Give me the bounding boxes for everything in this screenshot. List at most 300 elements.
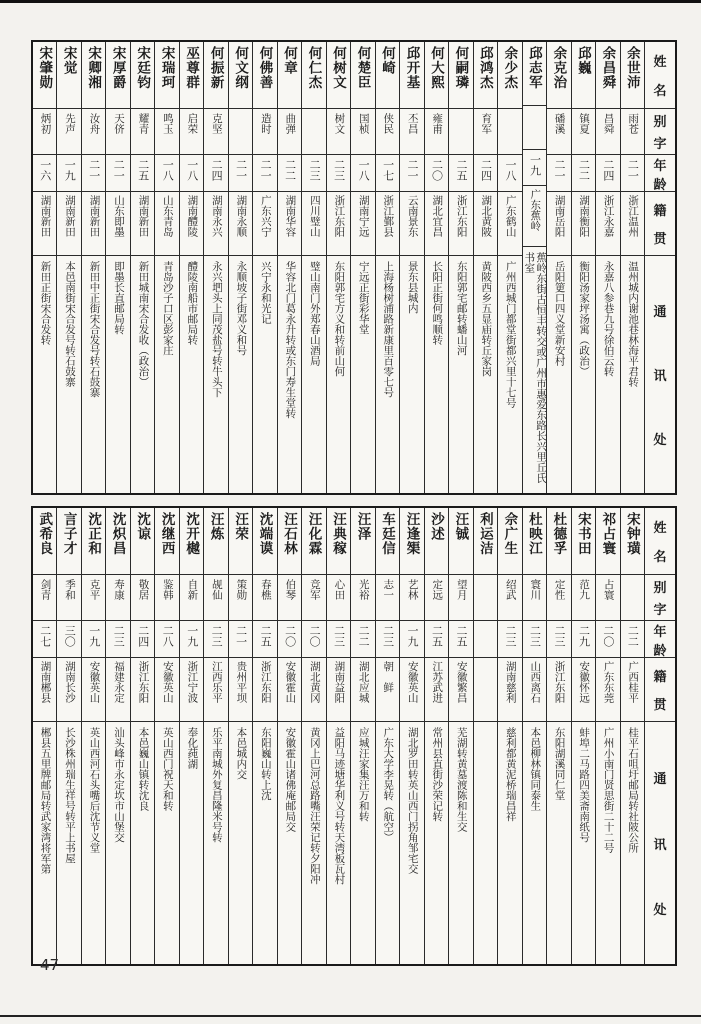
name-cell: 言子才 — [61, 512, 77, 556]
address-cell: 上海杨树浦路新康里百零七号 — [376, 255, 399, 493]
name-cell: 邱志军 — [526, 46, 542, 90]
name-cell: 武希良 — [37, 512, 53, 556]
name-cell: 宋钟璜 — [624, 512, 640, 556]
courtesy-name-cell: 雨苍 — [621, 108, 644, 154]
courtesy-name-cell: 磻溪 — [547, 108, 570, 154]
entry-column — [57, 42, 81, 493]
courtesy-name-cell: 寿康 — [106, 574, 129, 620]
name-cell: 宋肇勋 — [37, 46, 53, 90]
age-cell: 一九 — [523, 149, 546, 184]
age-cell: 一八 — [180, 154, 203, 191]
age-cell: 二二 — [621, 620, 644, 657]
name-cell: 杜德孚 — [551, 512, 567, 556]
courtesy-name-cell: 国桢 — [351, 108, 374, 154]
age-cell: 二五 — [449, 154, 472, 191]
address-cell — [474, 721, 497, 964]
entry-column — [204, 42, 228, 493]
native-place-cell: 云南景东 — [400, 191, 423, 255]
address-cell: 芜湖转黄墓渡陈和生交 — [449, 721, 472, 964]
native-place-cell: 安徽繁昌 — [449, 657, 472, 721]
name-cell: 余克治 — [551, 46, 567, 90]
native-place-cell: 江西乐平 — [204, 657, 227, 721]
address-cell: 广州小南门贤思街二十二号 — [596, 721, 619, 964]
age-cell: 二四 — [596, 154, 619, 191]
courtesy-name-cell: 耀青 — [131, 108, 154, 154]
name-cell: 沈正和 — [86, 512, 102, 556]
address-cell: 广东大学李晃转（航空） — [376, 721, 399, 964]
age-cell: 一九 — [400, 620, 423, 657]
age-cell: 二二 — [278, 154, 301, 191]
entry-column — [155, 508, 179, 964]
name-cell: 何仁杰 — [306, 46, 322, 90]
native-place-cell: 湖南新田 — [33, 191, 56, 255]
entry-column — [596, 508, 620, 964]
age-cell: 二四 — [131, 620, 154, 657]
age-cell: 二三 — [498, 620, 521, 657]
native-place-cell: 湖南永兴 — [204, 191, 227, 255]
courtesy-name-cell: 鸣玉 — [155, 108, 178, 154]
age-cell: 二一 — [82, 154, 105, 191]
address-cell: 华容北门葛永升转或东门寿生堂转 — [278, 255, 301, 493]
entry-column — [180, 508, 204, 964]
age-cell: 二五 — [253, 620, 276, 657]
native-place-cell: 安徽霍山 — [278, 657, 301, 721]
page-number: 47 — [40, 956, 60, 974]
courtesy-name-cell — [449, 108, 472, 154]
age-cell: 二一 — [547, 154, 570, 191]
column-header-name: 姓 名 — [653, 54, 667, 98]
name-cell: 宋廷钧 — [135, 46, 151, 90]
address-cell: 璧山南门外郑春山酒局 — [302, 255, 325, 493]
entry-column — [327, 42, 351, 493]
address-cell: 蕉岭东街古恒丰转交或广州市惠爱东路长兴里丘氏书室 — [523, 246, 546, 493]
entry-column — [57, 508, 81, 964]
courtesy-name-cell — [498, 108, 521, 154]
native-place-cell: 广西桂平 — [621, 657, 644, 721]
age-cell: 二三 — [327, 154, 350, 191]
entry-column — [302, 508, 326, 964]
name-cell: 宋书田 — [575, 512, 591, 556]
column-header-age: 年 龄 — [645, 154, 675, 191]
native-place-cell: 安徽英山 — [400, 657, 423, 721]
address-cell: 慈利都黄泥桥瑞昌祥 — [498, 721, 521, 964]
age-cell: 二一 — [106, 154, 129, 191]
native-place-cell: 安徽英山 — [82, 657, 105, 721]
age-cell: 二〇 — [596, 620, 619, 657]
name-cell: 何大熙 — [428, 46, 444, 90]
courtesy-name-cell: 雍甫 — [425, 108, 448, 154]
native-place-cell: 广东兴宁 — [253, 191, 276, 255]
entry-column — [351, 508, 375, 964]
name-cell: 沈谅 — [135, 512, 151, 541]
entry-column — [425, 508, 449, 964]
address-cell: 景东县城内 — [400, 255, 423, 493]
native-place-cell: 福建永定 — [106, 657, 129, 721]
name-cell: 何嗣璘 — [453, 46, 469, 90]
name-cell: 汪荣 — [233, 512, 249, 541]
name-cell: 佘广生 — [502, 512, 518, 556]
address-cell: 岳阳筻口四义堂新安村 — [547, 255, 570, 493]
native-place-cell: 山西离石 — [523, 657, 546, 721]
address-cell: 广州西城门都堂街都兴里十七号 — [498, 255, 521, 493]
name-cell: 何章 — [282, 46, 298, 75]
age-cell: 二三 — [523, 620, 546, 657]
column-header-address: 通 讯 处 — [645, 255, 675, 493]
native-place-cell: 湖南新田 — [57, 191, 80, 255]
entry-column — [547, 508, 571, 964]
courtesy-name-cell — [229, 108, 252, 154]
courtesy-name-cell: 敬居 — [131, 574, 154, 620]
name-cell: 何崎 — [379, 46, 395, 75]
age-cell: 二七 — [33, 620, 56, 657]
native-place-cell: 湖南宁远 — [351, 191, 374, 255]
name-cell: 汪石林 — [282, 512, 298, 556]
entry-column — [327, 508, 351, 964]
address-cell: 本邑南街宋合发号转石鼓寨 — [57, 255, 80, 493]
address-cell: 长阳正街何鸣顺转 — [425, 255, 448, 493]
entry-column — [180, 42, 204, 493]
entry-column — [425, 42, 449, 493]
native-place-cell: 湖南新田 — [131, 191, 154, 255]
name-cell: 利运洁 — [477, 512, 493, 556]
courtesy-name-cell: 竞军 — [302, 574, 325, 620]
native-place-cell: 湖北宜昌 — [425, 191, 448, 255]
age-cell — [474, 620, 497, 657]
courtesy-name-cell: 觇仙 — [204, 574, 227, 620]
entry-column — [449, 508, 473, 964]
name-cell: 何佛善 — [257, 46, 273, 90]
address-cell: 奉化莼湖 — [180, 721, 203, 964]
entry-column — [376, 42, 400, 493]
entry-column — [351, 42, 375, 493]
name-cell: 宋觉 — [61, 46, 77, 75]
name-cell: 何楚臣 — [355, 46, 371, 90]
address-cell: 黄陂西乡五显庙转丘家岗 — [474, 255, 497, 493]
courtesy-name-cell — [302, 108, 325, 154]
name-cell: 何文纲 — [233, 46, 249, 90]
address-cell: 永兴垇头上同茂盐号转牛头下 — [204, 255, 227, 493]
address-cell: 本邑巍山镇转沈良 — [131, 721, 154, 964]
entry-column — [572, 42, 596, 493]
courtesy-name-cell — [474, 574, 497, 620]
entry-column — [400, 508, 424, 964]
column-header-age: 年 龄 — [645, 620, 675, 657]
name-cell: 宋卿湘 — [86, 46, 102, 90]
native-place-cell: 湖南慈利 — [498, 657, 521, 721]
courtesy-name-cell: 季和 — [57, 574, 80, 620]
column-header-name: 姓 名 — [653, 520, 667, 564]
entry-column — [106, 508, 130, 964]
address-cell: 温州城内谢池巷林海平君转 — [621, 255, 644, 493]
native-place-cell: 广东蕉岭 — [523, 185, 546, 246]
name-cell: 汪典稼 — [331, 512, 346, 556]
address-cell: 即墨长直邮局转 — [106, 255, 129, 493]
native-place-cell: 浙江东阳 — [449, 191, 472, 255]
entry-column — [278, 42, 302, 493]
entry-column — [547, 42, 571, 493]
courtesy-name-cell: 造时 — [253, 108, 276, 154]
courtesy-name-cell: 艺林 — [400, 574, 423, 620]
name-cell: 何树文 — [331, 46, 346, 90]
address-cell: 汕头峰市永定坎市山堡交 — [106, 721, 129, 964]
age-cell: 一八 — [498, 154, 521, 191]
directory-table-bottom — [31, 506, 677, 966]
address-cell: 长沙株州瑞生祥号转平上书屋 — [57, 721, 80, 964]
name-cell: 汪铖 — [453, 512, 469, 541]
name-cell: 余昌舜 — [600, 46, 616, 90]
age-cell: 二五 — [425, 620, 448, 657]
courtesy-name-cell: 志一 — [376, 574, 399, 620]
native-place-cell: 湖南华容 — [278, 191, 301, 255]
entry-column — [131, 508, 155, 964]
courtesy-name-cell: 克平 — [82, 574, 105, 620]
age-cell: 二三 — [327, 620, 350, 657]
age-cell: 二二 — [351, 620, 374, 657]
address-cell: 新田正街宋合发转 — [33, 255, 56, 493]
courtesy-name-cell: 启荣 — [180, 108, 203, 154]
courtesy-name-cell: 心田 — [327, 574, 350, 620]
directory-sheet — [31, 40, 677, 966]
age-cell: 一六 — [33, 154, 56, 191]
entry-column — [302, 42, 326, 493]
courtesy-name-cell: 伯琴 — [278, 574, 301, 620]
entry-column — [498, 42, 522, 493]
courtesy-name-cell: 春樵 — [253, 574, 276, 620]
name-cell: 宋瑞珂 — [159, 46, 175, 90]
age-cell: 二三 — [547, 620, 570, 657]
age-cell: 一九 — [180, 620, 203, 657]
address-cell: 益阳马迹塘华利义号转天湾板瓦村 — [327, 721, 350, 964]
age-cell: 二五 — [449, 620, 472, 657]
age-cell: 二一 — [229, 154, 252, 191]
native-place-cell — [474, 657, 497, 721]
column-header-native: 籍 贯 — [645, 657, 675, 721]
native-place-cell: 广东东莞 — [596, 657, 619, 721]
name-cell: 沙述 — [428, 512, 444, 541]
native-place-cell: 浙江东阳 — [327, 191, 350, 255]
native-place-cell: 湖南郴县 — [33, 657, 56, 721]
native-place-cell: 湖南醴陵 — [180, 191, 203, 255]
address-cell: 桂平石咀圩邮局转社陂公所 — [621, 721, 644, 964]
courtesy-name-cell: 炳初 — [33, 108, 56, 154]
name-cell: 邱鸿杰 — [477, 46, 493, 90]
name-cell: 汪化霖 — [306, 512, 322, 556]
age-cell: 二一 — [229, 620, 252, 657]
age-cell: 一七 — [376, 154, 399, 191]
courtesy-name-cell: 寰川 — [523, 574, 546, 620]
courtesy-name-cell: 剑青 — [33, 574, 56, 620]
page-bottom-rule — [0, 1015, 701, 1017]
address-cell: 蚌埠二马路四美斋南纸号 — [572, 721, 595, 964]
address-cell: 东阳郭宅方义和转前山何 — [327, 255, 350, 493]
header-column — [645, 508, 675, 964]
address-cell: 常州县直街沙荣记转 — [425, 721, 448, 964]
name-cell: 邱巍 — [575, 46, 591, 75]
name-cell: 何振新 — [208, 46, 224, 90]
age-cell: 二八 — [155, 620, 178, 657]
age-cell: 二三 — [376, 620, 399, 657]
native-place-cell: 浙江永嘉 — [596, 191, 619, 255]
entry-column — [523, 508, 547, 964]
courtesy-name-cell: 树文 — [327, 108, 350, 154]
entry-column — [400, 42, 424, 493]
native-place-cell: 湖南益阳 — [327, 657, 350, 721]
address-cell: 东阳郭宅邮转蟠山河 — [449, 255, 472, 493]
name-cell: 宋厚爵 — [110, 46, 126, 90]
native-place-cell: 湖南永顺 — [229, 191, 252, 255]
address-cell: 本邑城内交 — [229, 721, 252, 964]
courtesy-name-cell: 昌舜 — [596, 108, 619, 154]
column-header-native: 籍 贯 — [645, 191, 675, 255]
native-place-cell: 山东青岛 — [155, 191, 178, 255]
address-cell: 英山西门祝天和转 — [155, 721, 178, 964]
entry-column — [474, 42, 498, 493]
header-column — [645, 42, 675, 493]
address-cell: 新田中正街宋合发号转石鼓寨 — [82, 255, 105, 493]
entry-column — [155, 42, 179, 493]
courtesy-name-cell: 策勋 — [229, 574, 252, 620]
courtesy-name-cell: 丕昌 — [400, 108, 423, 154]
native-place-cell: 安徽怀远 — [572, 657, 595, 721]
native-place-cell: 朝 鲜 — [376, 657, 399, 721]
courtesy-name-cell: 鉴韩 — [155, 574, 178, 620]
native-place-cell: 湖北应城 — [351, 657, 374, 721]
name-cell: 沈炽昌 — [110, 512, 126, 556]
address-cell: 应城汪家集汪万和转 — [351, 721, 374, 964]
address-cell: 英山西河石头嘴后沈节义堂 — [82, 721, 105, 964]
entry-column — [204, 508, 228, 964]
courtesy-name-cell: 汝舟 — [82, 108, 105, 154]
age-cell: 二九 — [572, 620, 595, 657]
native-place-cell: 浙江东阳 — [547, 657, 570, 721]
entry-column — [229, 42, 253, 493]
courtesy-name-cell: 绍武 — [498, 574, 521, 620]
column-header-zi: 别 字 — [645, 108, 675, 154]
entry-column — [229, 508, 253, 964]
age-cell: 二〇 — [278, 620, 301, 657]
age-cell: 一九 — [57, 154, 80, 191]
native-place-cell: 四川璧山 — [302, 191, 325, 255]
name-cell: 汪逢榘 — [404, 512, 420, 556]
entry-column — [33, 42, 57, 493]
courtesy-name-cell: 侠民 — [376, 108, 399, 154]
native-place-cell: 浙江温州 — [621, 191, 644, 255]
courtesy-name-cell — [523, 105, 546, 149]
address-cell: 永顺坡子街邓义和号 — [229, 255, 252, 493]
address-cell: 安徽霍山诸佛庵邮局交 — [278, 721, 301, 964]
age-cell: 二一 — [253, 154, 276, 191]
name-cell: 邱开基 — [404, 46, 420, 90]
courtesy-name-cell: 范九 — [572, 574, 595, 620]
native-place-cell: 湖南新田 — [82, 191, 105, 255]
name-cell: 余世沛 — [624, 46, 640, 90]
courtesy-name-cell: 自新 — [180, 574, 203, 620]
column-header-zi: 别 字 — [645, 574, 675, 620]
age-cell: 二一 — [621, 154, 644, 191]
name-cell: 汪炼 — [208, 512, 224, 541]
native-place-cell: 湖南岳阳 — [547, 191, 570, 255]
entry-column — [449, 42, 473, 493]
entry-column — [572, 508, 596, 964]
native-place-cell: 广东鹤山 — [498, 191, 521, 255]
address-cell: 湖北罗田转英山西门拐角邹宅交 — [400, 721, 423, 964]
courtesy-name-cell: 望月 — [449, 574, 472, 620]
entry-column — [596, 42, 620, 493]
name-cell: 祁占寰 — [600, 512, 616, 556]
courtesy-name-cell: 曲弹 — [278, 108, 301, 154]
native-place-cell: 湖北黄陂 — [474, 191, 497, 255]
address-cell: 永嘉八参巷九号徐伯云转 — [596, 255, 619, 493]
entry-column — [278, 508, 302, 964]
courtesy-name-cell: 定性 — [547, 574, 570, 620]
address-cell: 东阳湖溪同仁堂 — [547, 721, 570, 964]
native-place-cell: 湖南衡阳 — [572, 191, 595, 255]
native-place-cell: 江苏武进 — [425, 657, 448, 721]
address-cell: 醴陵南船市邮局转 — [180, 255, 203, 493]
address-cell: 宁远正街彩华堂 — [351, 255, 374, 493]
native-place-cell: 浙江宁波 — [180, 657, 203, 721]
native-place-cell: 浙江东阳 — [253, 657, 276, 721]
address-cell: 新田城南宋合发收（政治） — [131, 255, 154, 493]
entry-column — [253, 42, 277, 493]
name-cell: 余少杰 — [502, 46, 518, 90]
address-cell: 黄冈上巴河总路嘴汪荣记转夕阳冲 — [302, 721, 325, 964]
native-place-cell: 安徽英山 — [155, 657, 178, 721]
entry-column — [253, 508, 277, 964]
entry-column — [621, 42, 645, 493]
address-cell: 本邑柳林镇同泰生 — [523, 721, 546, 964]
courtesy-name-cell: 镇夏 — [572, 108, 595, 154]
name-cell: 杜映江 — [526, 512, 542, 556]
age-cell: 二二 — [572, 154, 595, 191]
age-cell: 二三 — [204, 620, 227, 657]
age-cell: 二五 — [131, 154, 154, 191]
entry-column — [82, 508, 106, 964]
courtesy-name-cell: 育军 — [474, 108, 497, 154]
name-cell: 沈开樾 — [184, 512, 200, 556]
entry-column — [523, 42, 547, 493]
native-place-cell: 湖北黄冈 — [302, 657, 325, 721]
address-cell: 东阳巍山转上沈 — [253, 721, 276, 964]
age-cell: 二三 — [106, 620, 129, 657]
entry-column — [621, 508, 645, 964]
entry-column — [33, 508, 57, 964]
page-top-rule — [0, 0, 701, 3]
courtesy-name-cell: 占寰 — [596, 574, 619, 620]
age-cell: 一八 — [351, 154, 374, 191]
address-cell: 青岛沙子口区彭家庄 — [155, 255, 178, 493]
entry-column — [498, 508, 522, 964]
native-place-cell: 贵州平坝 — [229, 657, 252, 721]
age-cell: 三〇 — [57, 620, 80, 657]
column-header-address: 通 讯 处 — [645, 721, 675, 964]
age-cell: 二四 — [474, 154, 497, 191]
age-cell: 二一 — [400, 154, 423, 191]
age-cell: 二〇 — [425, 154, 448, 191]
courtesy-name-cell: 天侪 — [106, 108, 129, 154]
age-cell: 一八 — [155, 154, 178, 191]
name-cell: 沈继西 — [159, 512, 175, 556]
directory-table-top — [31, 40, 677, 495]
courtesy-name-cell: 克坚 — [204, 108, 227, 154]
name-cell: 车廷信 — [379, 512, 395, 556]
native-place-cell: 浙江鄞县 — [376, 191, 399, 255]
name-cell: 巫尊群 — [184, 46, 200, 90]
entry-column — [376, 508, 400, 964]
entry-column — [106, 42, 130, 493]
native-place-cell: 浙江东阳 — [131, 657, 154, 721]
native-place-cell: 山东即墨 — [106, 191, 129, 255]
